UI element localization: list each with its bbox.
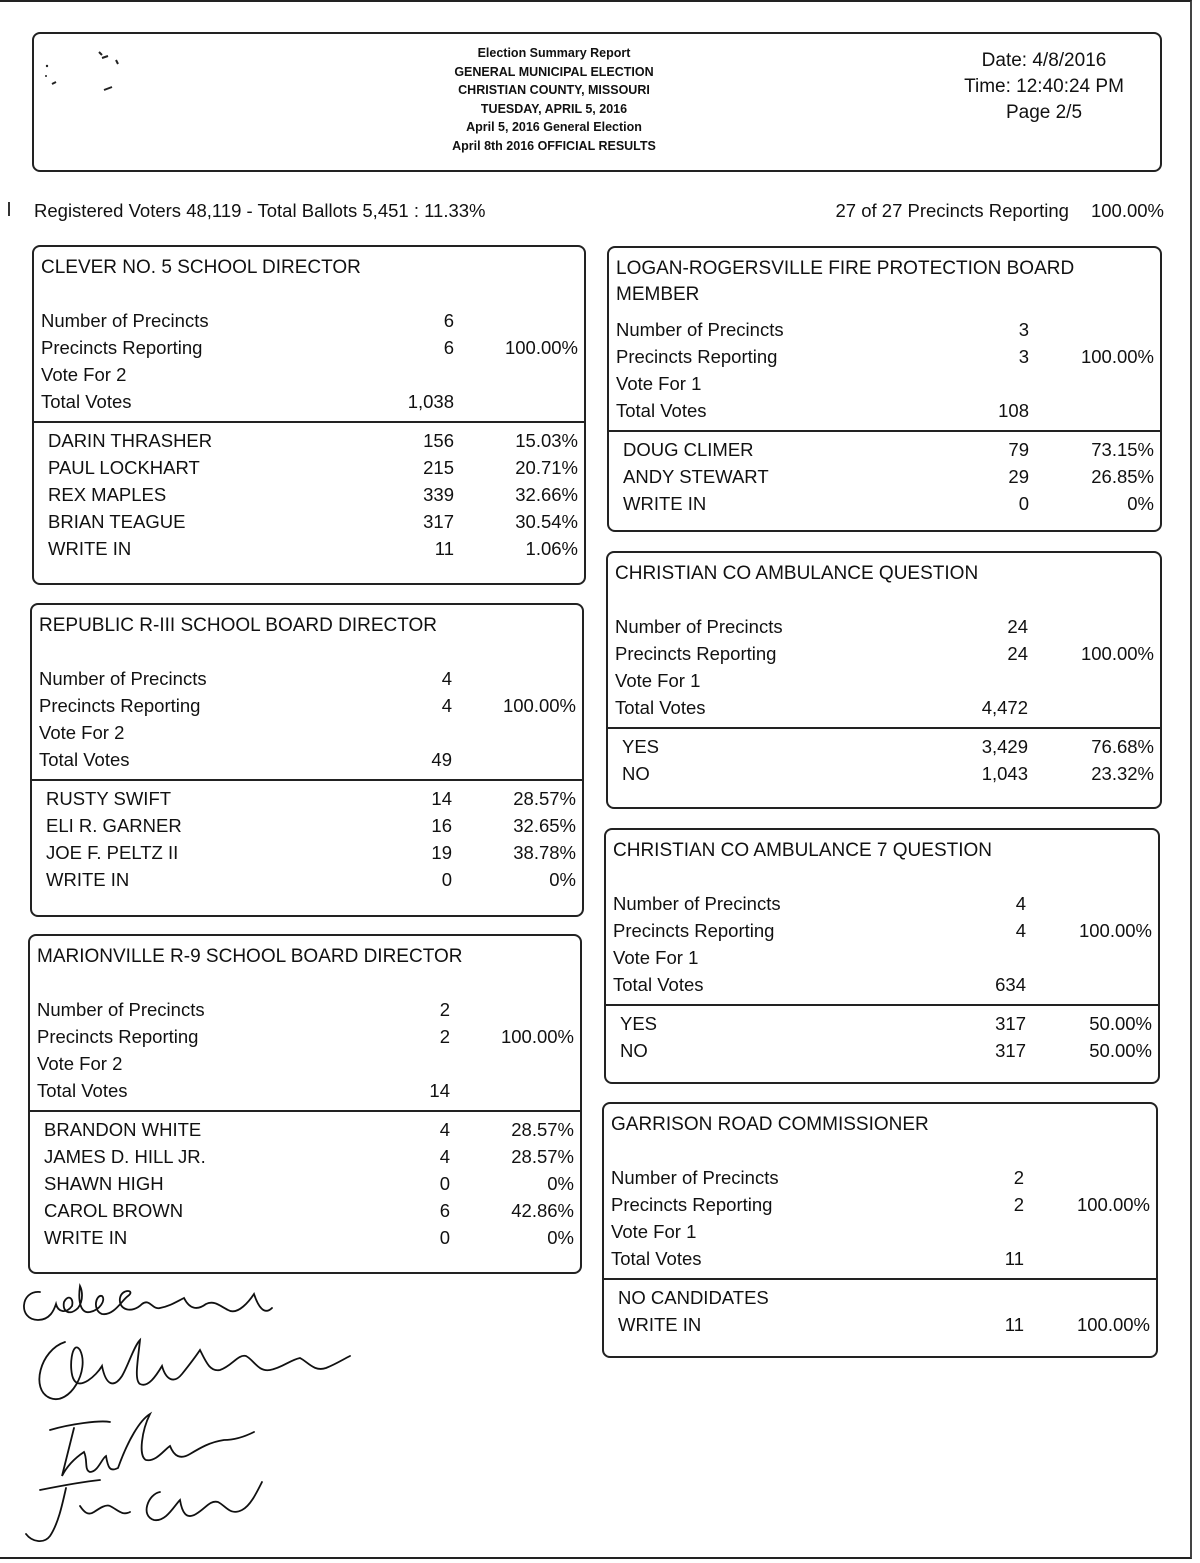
candidate-name: JOE F. PELTZ II — [46, 842, 179, 863]
candidate-row-carol-brown — [30, 1197, 580, 1224]
handwritten-signatures — [10, 1280, 370, 1550]
meta-value: 49 — [431, 749, 452, 770]
registered-voters-summary: Registered Voters 48,119 - Total Ballots 5,451 : 11.33% — [34, 200, 486, 221]
candidate-votes: 29 — [1008, 466, 1029, 487]
candidate-votes: 4 — [439, 1119, 450, 1140]
meta-label: Vote For 2 — [41, 364, 127, 385]
meta-label: Precincts Reporting — [615, 643, 777, 664]
candidate-name: NO — [620, 1040, 648, 1061]
candidate-row-andy-stewart — [609, 463, 1160, 490]
vote-for-row — [604, 1218, 1156, 1245]
report-title-block — [334, 44, 774, 155]
race-title: GARRISON ROAD COMMISSIONER — [611, 1114, 929, 1135]
meta-label: Total Votes — [613, 974, 704, 995]
vote-for-row — [32, 719, 582, 746]
meta-percent: 100.00% — [1076, 1194, 1150, 1215]
precincts-reporting-row — [32, 692, 582, 719]
candidate-name: SHAWN HIGH — [44, 1173, 164, 1194]
meta-value: 6 — [443, 337, 454, 358]
candidate-row-paul-lockhart — [34, 454, 584, 481]
meta-label: Number of Precincts — [613, 893, 781, 914]
precincts-reporting-pct: 100.00% — [1090, 200, 1164, 221]
candidate-percent: 1.06% — [525, 538, 578, 559]
meta-label: Number of Precincts — [37, 999, 205, 1020]
county-logo-icon — [44, 46, 124, 106]
candidate-votes: 317 — [995, 1013, 1026, 1034]
candidate-votes: 339 — [423, 484, 454, 505]
race-marionville-r-9-school-board-director — [28, 934, 582, 1274]
candidate-row-no-candidates — [604, 1284, 1156, 1311]
meta-value: 1,038 — [407, 391, 454, 412]
meta-percent: 100.00% — [502, 695, 576, 716]
meta-label: Vote For 1 — [611, 1221, 697, 1242]
candidate-votes: 317 — [995, 1040, 1026, 1061]
number-of-precincts-row — [32, 665, 582, 692]
candidate-percent: 38.78% — [513, 842, 576, 863]
candidate-percent: 0% — [547, 1227, 574, 1248]
margin-mark — [8, 202, 10, 216]
candidate-row-write-in — [604, 1311, 1156, 1338]
candidate-name: REX MAPLES — [48, 484, 167, 505]
candidate-row-write-in — [609, 490, 1160, 517]
candidate-percent: 50.00% — [1089, 1040, 1152, 1061]
candidate-row-no — [606, 1037, 1158, 1064]
candidate-percent: 15.03% — [515, 430, 578, 451]
candidate-percent: 32.65% — [513, 815, 576, 836]
candidate-name: WRITE IN — [48, 538, 132, 559]
meta-value: 3 — [1018, 319, 1029, 340]
candidate-row-james-d-hill-jr — [30, 1143, 580, 1170]
candidate-row-doug-climer — [609, 436, 1160, 463]
race-christian-co-ambulance-question — [606, 551, 1162, 809]
results-divider — [30, 1110, 580, 1112]
candidate-votes: 16 — [431, 815, 452, 836]
precincts-reporting-row — [604, 1191, 1156, 1218]
number-of-precincts-row — [604, 1164, 1156, 1191]
candidate-percent: 32.66% — [515, 484, 578, 505]
meta-label: Total Votes — [616, 400, 707, 421]
meta-value: 634 — [995, 974, 1026, 995]
candidate-percent: 28.57% — [513, 788, 576, 809]
election-date: TUESDAY, APRIL 5, 2016 — [480, 101, 628, 116]
meta-label: Precincts Reporting — [37, 1026, 199, 1047]
meta-label: Total Votes — [37, 1080, 128, 1101]
candidate-percent: 0% — [549, 869, 576, 890]
candidate-row-brandon-white — [30, 1116, 580, 1143]
candidate-name: DARIN THRASHER — [48, 430, 213, 451]
meta-label: Precincts Reporting — [616, 346, 778, 367]
candidate-row-rex-maples — [34, 481, 584, 508]
candidate-row-eli-r-garner — [32, 812, 582, 839]
candidate-row-shawn-high — [30, 1170, 580, 1197]
meta-percent: 100.00% — [1080, 346, 1154, 367]
candidate-votes: 1,043 — [981, 763, 1028, 784]
meta-percent: 100.00% — [1080, 643, 1154, 664]
county-name: CHRISTIAN COUNTY, MISSOURI — [458, 83, 650, 97]
precincts-reporting-summary — [836, 200, 1164, 222]
precincts-reporting-text: 27 of 27 Precincts Reporting — [835, 200, 1069, 221]
candidate-row-joe-f-peltz-ii — [32, 839, 582, 866]
meta-value: 4 — [441, 695, 452, 716]
meta-label: Precincts Reporting — [39, 695, 201, 716]
candidate-name: ANDY STEWART — [623, 466, 769, 487]
total-votes-row — [32, 746, 582, 773]
meta-label: Vote For 2 — [37, 1053, 123, 1074]
vote-for-row — [30, 1050, 580, 1077]
page-number: Page 2/5 — [1005, 102, 1083, 123]
election-subtitle: April 5, 2016 General Election — [466, 120, 642, 134]
candidate-votes: 14 — [431, 788, 452, 809]
results-divider — [608, 727, 1160, 729]
meta-value: 11 — [1004, 1248, 1024, 1269]
candidate-percent: 100.00% — [1076, 1314, 1150, 1335]
results-divider — [609, 430, 1160, 432]
number-of-precincts-row — [609, 316, 1160, 343]
candidate-name: CAROL BROWN — [44, 1200, 184, 1221]
number-of-precincts-row — [30, 996, 580, 1023]
vote-for-row — [34, 361, 584, 388]
candidate-votes: 156 — [423, 430, 454, 451]
candidate-name: YES — [620, 1013, 658, 1034]
meta-value: 14 — [429, 1080, 450, 1101]
meta-label: Number of Precincts — [39, 668, 207, 689]
candidate-row-write-in — [32, 866, 582, 893]
total-votes-row — [606, 971, 1158, 998]
meta-label: Total Votes — [611, 1248, 702, 1269]
race-christian-co-ambulance-7-question — [604, 828, 1160, 1084]
report-time: Time: 12:40:24 PM — [964, 76, 1124, 97]
race-clever-no-5-school-director — [32, 245, 586, 585]
election-name: GENERAL MUNICIPAL ELECTION — [454, 64, 654, 79]
candidate-votes: 11 — [434, 538, 454, 559]
candidate-votes: 79 — [1008, 439, 1029, 460]
total-votes-row — [604, 1245, 1156, 1272]
race-title: CHRISTIAN CO AMBULANCE QUESTION — [615, 563, 979, 584]
report-date: Date: 4/8/2016 — [981, 50, 1107, 71]
candidate-votes: 6 — [439, 1200, 450, 1221]
candidate-name: BRANDON WHITE — [44, 1119, 202, 1140]
candidate-name: PAUL LOCKHART — [48, 457, 200, 478]
meta-label: Number of Precincts — [41, 310, 209, 331]
precincts-reporting-row — [34, 334, 584, 361]
candidate-percent: 28.57% — [511, 1119, 574, 1140]
candidate-row-rusty-swift — [32, 785, 582, 812]
candidate-percent: 0% — [1127, 493, 1154, 514]
candidate-percent: 23.32% — [1091, 763, 1154, 784]
vote-for-row — [606, 944, 1158, 971]
candidate-name: WRITE IN — [44, 1227, 128, 1248]
number-of-precincts-row — [606, 890, 1158, 917]
meta-value: 4,472 — [981, 697, 1028, 718]
vote-for-row — [609, 370, 1160, 397]
candidate-name: NO CANDIDATES — [618, 1287, 769, 1308]
candidate-row-no — [608, 760, 1160, 787]
race-republic-r-iii-school-board-director — [30, 603, 584, 917]
candidate-name: ELI R. GARNER — [46, 815, 182, 836]
candidate-votes: 317 — [423, 511, 454, 532]
meta-label: Vote For 1 — [613, 947, 699, 968]
candidate-percent: 50.00% — [1089, 1013, 1152, 1034]
number-of-precincts-row — [34, 307, 584, 334]
total-votes-row — [30, 1077, 580, 1104]
total-votes-row — [609, 397, 1160, 424]
candidate-name: WRITE IN — [46, 869, 130, 890]
race-title: CLEVER NO. 5 SCHOOL DIRECTOR — [41, 257, 361, 278]
candidate-row-darin-thrasher — [34, 427, 584, 454]
candidate-percent: 42.86% — [511, 1200, 574, 1221]
meta-percent: 100.00% — [504, 337, 578, 358]
meta-label: Vote For 1 — [615, 670, 701, 691]
candidate-name: WRITE IN — [623, 493, 707, 514]
meta-label: Total Votes — [615, 697, 706, 718]
candidate-name: NO — [622, 763, 650, 784]
meta-value: 4 — [1015, 893, 1026, 914]
report-title: Election Summary Report — [477, 46, 631, 60]
meta-value: 3 — [1018, 346, 1029, 367]
candidate-name: WRITE IN — [618, 1314, 702, 1335]
meta-value: 108 — [998, 400, 1029, 421]
candidate-row-yes — [606, 1010, 1158, 1037]
meta-label: Number of Precincts — [611, 1167, 779, 1188]
results-divider — [606, 1004, 1158, 1006]
number-of-precincts-row — [608, 613, 1160, 640]
race-title: LOGAN-ROGERSVILLE FIRE PROTECTION BOARD MEMBER — [616, 258, 1075, 305]
candidate-row-brian-teague — [34, 508, 584, 535]
candidate-percent: 26.85% — [1091, 466, 1154, 487]
precincts-reporting-row — [30, 1023, 580, 1050]
candidate-name: BRIAN TEAGUE — [48, 511, 186, 532]
meta-percent: 100.00% — [500, 1026, 574, 1047]
race-garrison-road-commissioner — [602, 1102, 1158, 1358]
candidate-name: JAMES D. HILL JR. — [44, 1146, 206, 1167]
candidate-votes: 19 — [431, 842, 452, 863]
meta-label: Precincts Reporting — [41, 337, 203, 358]
vote-for-row — [608, 667, 1160, 694]
candidate-row-yes — [608, 733, 1160, 760]
candidate-name: DOUG CLIMER — [623, 439, 754, 460]
candidate-name: RUSTY SWIFT — [46, 788, 172, 809]
candidate-votes: 11 — [1004, 1314, 1024, 1335]
report-header — [32, 32, 1162, 172]
meta-value: 6 — [443, 310, 454, 331]
candidate-name: YES — [622, 736, 660, 757]
meta-value: 24 — [1007, 643, 1028, 664]
meta-value: 4 — [1015, 920, 1026, 941]
candidate-votes: 215 — [423, 457, 454, 478]
total-votes-row — [34, 388, 584, 415]
candidate-percent: 76.68% — [1091, 736, 1154, 757]
candidate-votes: 0 — [439, 1173, 450, 1194]
meta-value: 4 — [441, 668, 452, 689]
candidate-votes: 4 — [439, 1146, 450, 1167]
race-logan-rogersville-fire-protection-board-member — [607, 246, 1162, 532]
candidate-percent: 20.71% — [515, 457, 578, 478]
precincts-reporting-row — [606, 917, 1158, 944]
meta-label: Number of Precincts — [616, 319, 784, 340]
race-title: CHRISTIAN CO AMBULANCE 7 QUESTION — [613, 840, 993, 861]
meta-value: 2 — [439, 999, 450, 1020]
candidate-votes: 3,429 — [981, 736, 1028, 757]
meta-label: Vote For 1 — [616, 373, 702, 394]
meta-label: Number of Precincts — [615, 616, 783, 637]
meta-label: Precincts Reporting — [611, 1194, 773, 1215]
results-divider — [604, 1278, 1156, 1280]
meta-label: Total Votes — [39, 749, 130, 770]
meta-value: 2 — [439, 1026, 450, 1047]
meta-value: 2 — [1013, 1194, 1024, 1215]
candidate-votes: 0 — [441, 869, 452, 890]
candidate-row-write-in — [34, 535, 584, 562]
candidate-percent: 28.57% — [511, 1146, 574, 1167]
precincts-reporting-row — [609, 343, 1160, 370]
candidate-votes: 0 — [439, 1227, 450, 1248]
meta-label: Vote For 2 — [39, 722, 125, 743]
report-meta — [934, 48, 1154, 126]
candidate-percent: 73.15% — [1091, 439, 1154, 460]
official-results-note: April 8th 2016 OFFICIAL RESULTS — [452, 138, 656, 153]
candidate-percent: 30.54% — [515, 511, 578, 532]
candidate-row-write-in — [30, 1224, 580, 1251]
total-votes-row — [608, 694, 1160, 721]
candidate-votes: 0 — [1018, 493, 1029, 514]
candidate-percent: 0% — [547, 1173, 574, 1194]
results-divider — [32, 779, 582, 781]
meta-value: 24 — [1007, 616, 1028, 637]
precincts-reporting-row — [608, 640, 1160, 667]
results-divider — [34, 421, 584, 423]
meta-percent: 100.00% — [1078, 920, 1152, 941]
meta-value: 2 — [1013, 1167, 1024, 1188]
race-title: MARIONVILLE R-9 SCHOOL BOARD DIRECTOR — [37, 946, 463, 967]
meta-label: Precincts Reporting — [613, 920, 775, 941]
meta-label: Total Votes — [41, 391, 132, 412]
race-title: REPUBLIC R-III SCHOOL BOARD DIRECTOR — [39, 615, 438, 636]
